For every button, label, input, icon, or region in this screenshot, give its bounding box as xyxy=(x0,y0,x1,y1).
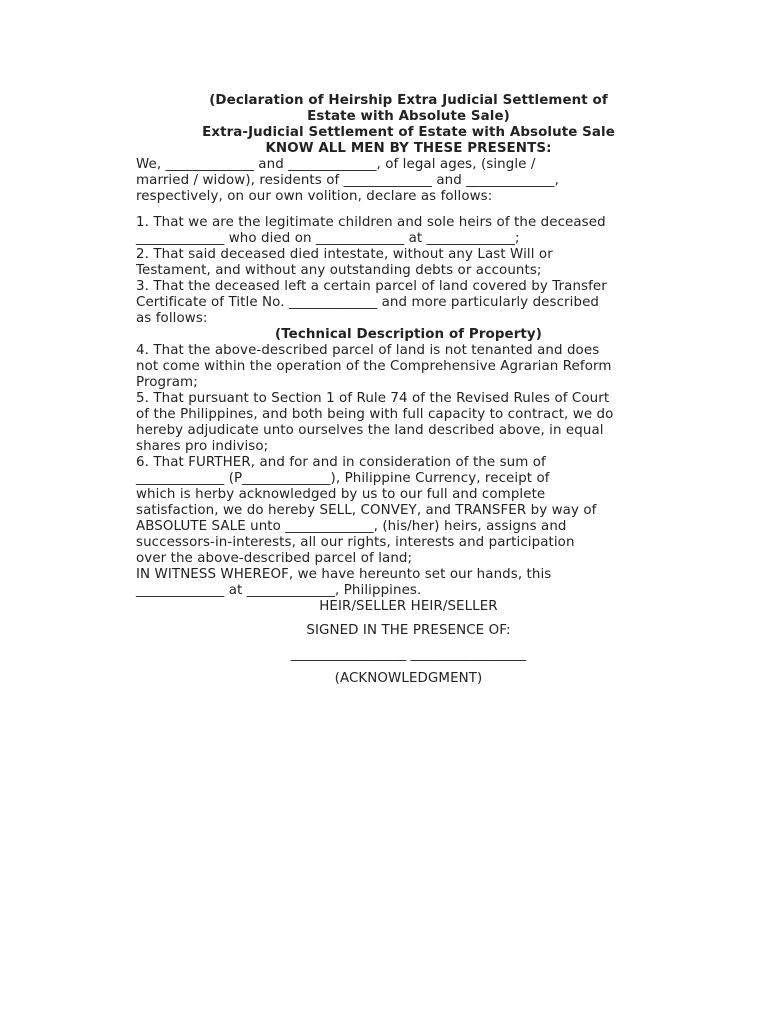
intro-line-1: We, _____________ and _____________, of legal ages, (single / xyxy=(136,157,536,172)
clause-line: 2. That said deceased died intestate, without any Last Will or xyxy=(136,247,553,262)
clause-line: hereby adjudicate unto ourselves the land described above, in equal xyxy=(136,423,604,438)
clause-line: of the Philippines, and both being with full capacity to contract, we do xyxy=(136,407,614,422)
clause-line: over the above-described parcel of land; xyxy=(136,551,413,566)
intro-line-2: married / widow), residents of _____________ and _____________, xyxy=(136,173,559,188)
witness-whereof-line: _____________ at _____________, Philippines. xyxy=(136,583,422,598)
intro-line-3: respectively, on our own volition, declare as follows: xyxy=(136,189,493,204)
clause-line: Program; xyxy=(136,375,198,390)
witness-whereof-line: IN WITNESS WHEREOF, we have hereunto set our hands, this xyxy=(136,567,552,582)
technical-description-heading: (Technical Description of Property) xyxy=(275,327,542,342)
title-line-1: (Declaration of Heirship Extra Judicial Settlement of xyxy=(209,93,608,108)
signed-in-presence-heading: SIGNED IN THE PRESENCE OF: xyxy=(306,623,511,638)
document-body xyxy=(136,93,681,687)
witness-signature-lines: _________________ _________________ xyxy=(290,647,527,662)
clause-line: satisfaction, we do hereby SELL, CONVEY, and TRANSFER by way of xyxy=(136,503,597,518)
clause-line: which is herby acknowledged by us to our full and complete xyxy=(136,487,546,502)
clause-line: 1. That we are the legitimate children and sole heirs of the deceased xyxy=(136,215,606,230)
title-line-3: Extra-Judicial Settlement of Estate with Absolute Sale xyxy=(202,125,615,140)
clause-line: _____________ (P_____________), Philippine Currency, receipt of xyxy=(136,471,550,486)
signatories-line: HEIR/SELLER HEIR/SELLER xyxy=(319,599,498,614)
clause-line: shares pro indiviso; xyxy=(136,439,269,454)
clause-line: ABSOLUTE SALE unto _____________, (his/her) heirs, assigns and xyxy=(136,519,567,534)
acknowledgment-heading: (ACKNOWLEDGMENT) xyxy=(334,671,483,686)
clause-line: 6. That FURTHER, and for and in consideration of the sum of xyxy=(136,455,546,470)
clause-line: _____________ who died on _____________ at _____________; xyxy=(136,231,520,246)
clause-line: 4. That the above-described parcel of land is not tenanted and does xyxy=(136,343,600,358)
clause-line: 3. That the deceased left a certain parcel of land covered by Transfer xyxy=(136,279,607,294)
clause-line: not come within the operation of the Comprehensive Agrarian Reform xyxy=(136,359,612,374)
paragraph-gap xyxy=(136,639,681,647)
title-line-4: KNOW ALL MEN BY THESE PRESENTS: xyxy=(265,141,552,156)
paragraph-gap xyxy=(136,663,681,671)
clause-line: Testament, and without any outstanding debts or accounts; xyxy=(136,263,542,278)
clause-line: Certificate of Title No. _____________ and more particularly described xyxy=(136,295,600,310)
clause-line: successors-in-interests, all our rights, interests and participation xyxy=(136,535,575,550)
title-line-2: Estate with Absolute Sale) xyxy=(307,109,510,124)
clause-line: 5. That pursuant to Section 1 of Rule 74 of the Revised Rules of Court xyxy=(136,391,610,406)
paragraph-gap xyxy=(136,615,681,623)
clause-line: as follows: xyxy=(136,311,208,326)
paragraph-gap xyxy=(136,205,681,215)
